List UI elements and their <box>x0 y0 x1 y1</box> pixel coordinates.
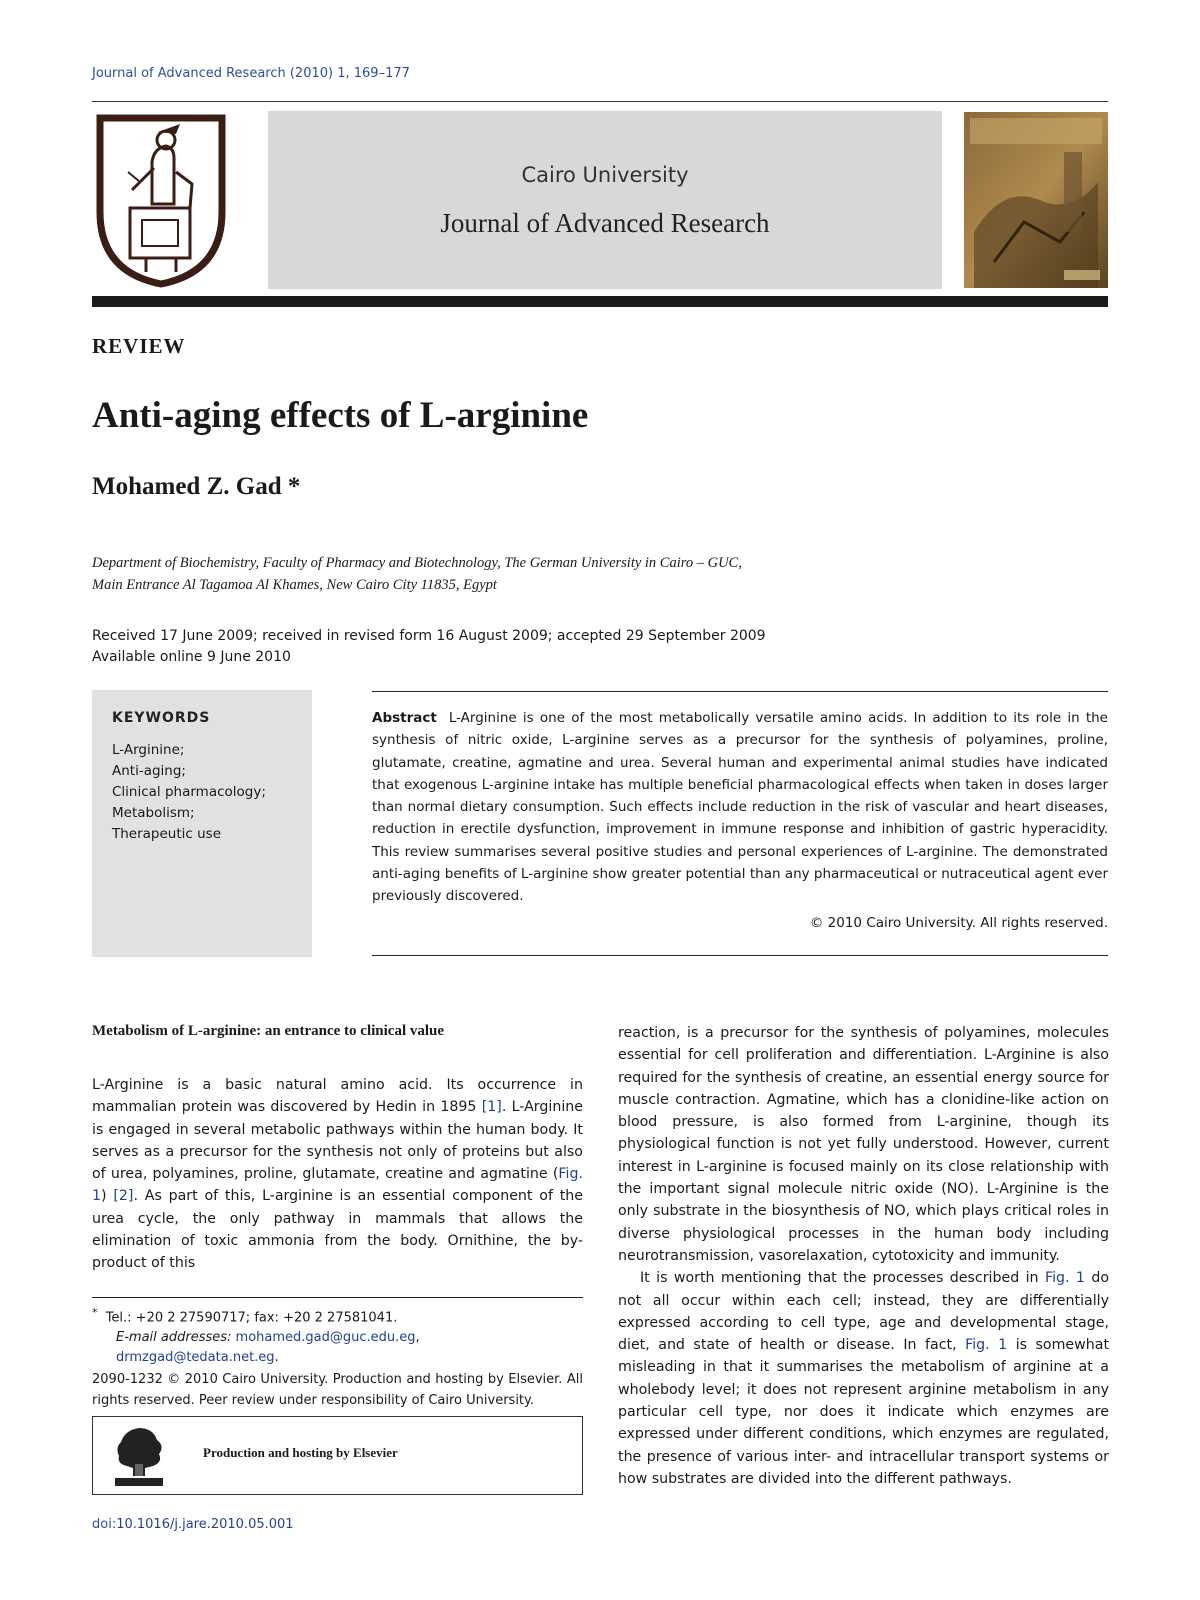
body-text: . As part of this, L-arginine is an essential component of the urea cycle, the only pathway in mammals that allows the elimination of toxic ammonia from the body. Ornithine, the by-product of this <box>92 1188 583 1272</box>
article-history <box>92 626 1092 668</box>
received-dates: Received 17 June 2009; received in revised form 16 August 2009; accepted 29 September 2009 <box>92 628 766 644</box>
body-text: do not all occur within each cell; instead, they are differentially expressed according to cell type, age and developmental stage, diet, and state of health or disease. In fact, <box>618 1270 1110 1354</box>
body-text: . L-Arginine is engaged in several metabolic pathways within the human body. It serves as a precursor for the synthesis not only of proteins but also of urea, polyamines, proline, glutamate, creatine and agmatine ( <box>92 1099 583 1183</box>
doi <box>92 1517 294 1532</box>
affiliation-line-1: Department of Biochemistry, Faculty of Pharmacy and Biotechnology, The German University in Cairo – GUC, <box>92 555 742 571</box>
section-heading: Metabolism of L-arginine: an entrance to clinical value <box>92 1023 445 1039</box>
figure-link[interactable]: Fig. 1 <box>92 1166 583 1205</box>
footnote-emails <box>92 1328 583 1368</box>
article-type: REVIEW <box>92 334 186 358</box>
body-text: It is worth mentioning that the processes described in <box>640 1270 1045 1287</box>
email-label: E-mail addresses: <box>116 1330 236 1346</box>
keywords-list <box>112 740 266 845</box>
email-link[interactable]: mohamed.gad@guc.edu.eg <box>235 1330 416 1346</box>
doi-prefix: doi: <box>92 1517 117 1532</box>
article-author: Mohamed Z. Gad * <box>92 473 301 500</box>
footnote-rule <box>92 1297 583 1298</box>
university-name: Cairo University <box>521 163 689 187</box>
abstract-copyright: © 2010 Cairo University. All rights reserved. <box>809 915 1108 931</box>
keywords-heading: KEYWORDS <box>112 710 211 726</box>
corresponding-author-footnote <box>92 1303 583 1368</box>
journal-name: Journal of Advanced Research <box>440 208 770 238</box>
author-affiliation <box>92 552 1092 596</box>
body-text: L-Arginine is a basic natural amino acid. Its occurrence in mammalian protein was discovered by Hedin in 1895 <box>92 1077 583 1116</box>
keyword-item: L-Arginine; <box>112 742 185 758</box>
journal-title-band <box>268 111 942 289</box>
body-text: is somewhat misleading in that it summarises the metabolism of arginine at a wholebody level; it does not represent arginine metabolism in any particular cell type, nor does it indicate which enzymes are expressed under different conditions, which enzymes are regulated, the presence of various inter- and intracellular transport systems or how substrates are divided into the different pathways. <box>618 1337 1110 1487</box>
journal-citation-line: Journal of Advanced Research (2010) 1, 169–177 <box>92 66 410 81</box>
abstract-label: Abstract <box>372 710 437 726</box>
abstract-bottom-rule <box>372 955 1108 956</box>
footnote-marker: * <box>92 1306 98 1319</box>
figure-link[interactable]: Fig. 1 <box>965 1337 1008 1354</box>
body-text: ) <box>101 1188 114 1205</box>
doi-link[interactable]: 10.1016/j.jare.2010.05.001 <box>116 1517 294 1532</box>
available-online-date: Available online 9 June 2010 <box>92 649 291 665</box>
keyword-item: Therapeutic use <box>112 826 222 842</box>
abstract <box>372 707 1108 908</box>
keyword-item: Metabolism; <box>112 805 195 821</box>
keywords-panel <box>92 690 312 957</box>
keyword-item: Anti-aging; <box>112 763 186 779</box>
reference-link[interactable]: [2] <box>113 1188 134 1205</box>
elsevier-production-box <box>92 1416 583 1495</box>
cairo-university-logo <box>92 112 230 288</box>
header-divider-thick <box>92 296 1108 307</box>
email-link[interactable]: drmzgad@tedata.net.eg <box>116 1350 275 1366</box>
elsevier-logo <box>111 1424 167 1488</box>
abstract-top-rule <box>372 691 1108 692</box>
right-column <box>618 1022 1109 1490</box>
keyword-item: Clinical pharmacology; <box>112 784 266 800</box>
journal-cover-image <box>964 112 1108 288</box>
left-column-paragraph <box>92 1074 583 1275</box>
contact-numbers: Tel.: +20 2 27590717; fax: +20 2 27581041. <box>105 1310 398 1326</box>
right-paragraph-2 <box>618 1267 1109 1490</box>
reference-link[interactable]: [1] <box>481 1099 502 1116</box>
issn-copyright: 2090-1232 © 2010 Cairo University. Production and hosting by Elsevier. All rights reserved. Peer review under responsibility of Cairo University. <box>92 1372 583 1408</box>
production-hosting-label: Production and hosting by Elsevier <box>203 1445 398 1460</box>
figure-link[interactable]: Fig. 1 <box>1044 1270 1085 1287</box>
journal-header <box>92 108 1108 290</box>
separator: , <box>415 1330 420 1346</box>
footnote-contact <box>92 1303 583 1328</box>
right-paragraph-1: reaction, is a precursor for the synthesis of polyamines, molecules essential for cell proliferation and differentiation. L-Arginine is also required for the synthesis of creatine, an essential energy source for muscle contraction. Agmatine, which has a clonidine-like action on blood pressure, is also formed from L-arginine, though its physiological function is not yet fully understood. However, current interest in L-arginine is focused mainly on its close relationship with the important signal molecule nitric oxide (NO). L-Arginine is the only substrate in the biosynthesis of NO, which plays critical roles in diverse physiological processes in the human body including neurotransmission, vasorelaxation, cytotoxicity and immunity. <box>618 1025 1109 1264</box>
abstract-text: L-Arginine is one of the most metabolically versatile amino acids. In addition to its role in the synthesis of nitric oxide, L-arginine serves as a precursor for the synthesis of polyamines, proline, glutamate, creatine, agmatine and urea. Several human and experimental animal studies have indicated that exogenous L-arginine intake has multiple beneficial pharmacological effects when taken in doses larger than normal dietary consumption. Such effects include reduction in the risk of vascular and heart diseases, reduction in erectile dysfunction, improvement in immune response and inhibition of gastric hyperacidity. This review summarises several positive studies and personal experiences of L-arginine. The demonstrated anti-aging benefits of L-arginine show greater potential than any pharmaceutical or nutraceutical agent ever previously discovered. <box>372 710 1108 905</box>
top-divider <box>92 101 1108 102</box>
affiliation-line-2: Main Entrance Al Tagamoa Al Khames, New Cairo City 11835, Egypt <box>92 577 497 593</box>
punctuation: . <box>274 1350 279 1366</box>
article-title: Anti-aging effects of L-arginine <box>92 395 589 436</box>
